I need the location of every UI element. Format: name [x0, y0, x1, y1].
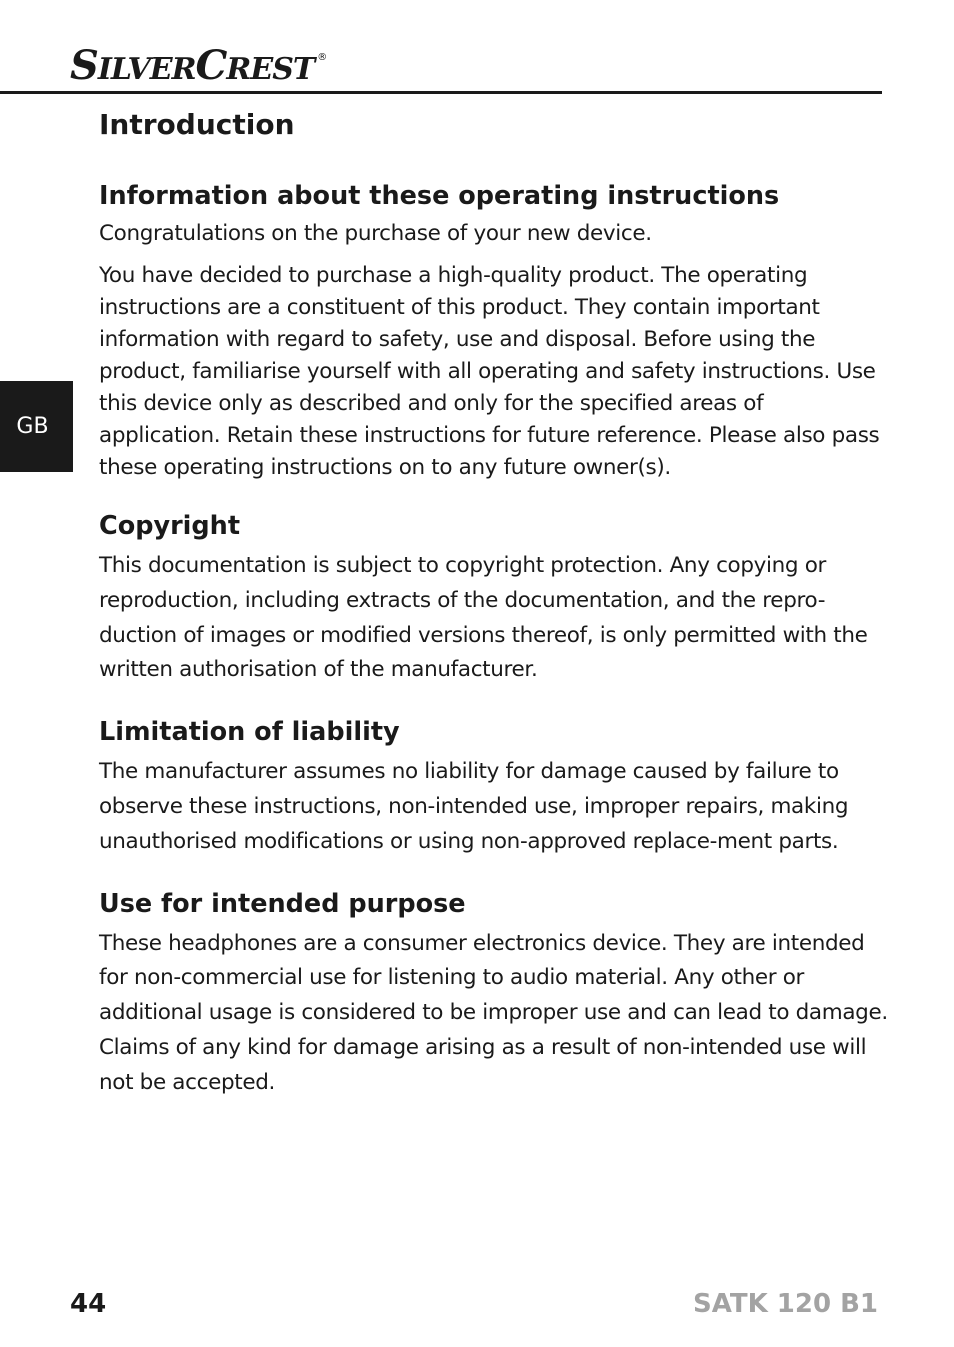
section-paragraph: These headphones are a consumer electronics device. They are intended for non-commercial use for listening to audio material. Any other or additional usage is considered to be improper use and can lead to damage. Claims of any kind for damage arising as a result of non-intended use will not be accepted. [99, 930, 888, 1095]
page-number: 44 [70, 1289, 107, 1319]
section-information [99, 178, 889, 484]
section-intended-purpose [99, 886, 889, 1101]
language-tab-label: GB [16, 414, 49, 439]
section-paragraph: The manufacturer assumes no liability for damage caused by failure to observe these instructions, non-intended use, improper repairs, making unauthorised modifications or using non-approved replace-ment parts. [99, 759, 849, 854]
header-rule [0, 91, 882, 94]
registered-mark: ® [317, 52, 327, 63]
section-liability [99, 714, 889, 859]
section-copyright [99, 508, 889, 688]
section-paragraph: You have decided to purchase a high-quality product. The operating instructions are a constituent of this product. They contain important information with regard to safety, use and disposal. Before using the product, familiarise yourself with all operating and safety instructions. Use this device only as described and only for the specified areas of application. Retain these instructions for future reference. Please also pass these operating instructions on to any future owner(s). [99, 263, 880, 480]
section-paragraph: This documentation is subject to copyright protection. Any copying or reproduction, including extracts of the documentation, and the repro-duction of images or modified versions thereof, is only permitted with the written authorisation of the manufacturer. [99, 553, 868, 683]
page-title: Introduction [99, 108, 295, 141]
section-paragraph: Congratulations on the purchase of your new device. [99, 221, 652, 246]
section-heading: Copyright [99, 511, 241, 541]
model-number: SATK 120 B1 [693, 1289, 878, 1319]
logo-letters: REST [226, 52, 315, 87]
language-tab [0, 381, 73, 472]
logo-letter: C [195, 42, 227, 89]
logo-letters: ILVER [97, 52, 196, 87]
logo-letter: S [70, 42, 98, 89]
main-content [99, 104, 889, 1101]
section-heading: Information about these operating instructions [99, 181, 780, 211]
section-heading: Use for intended purpose [99, 888, 466, 919]
brand-logo [70, 42, 327, 89]
section-heading: Limitation of liability [99, 717, 400, 748]
